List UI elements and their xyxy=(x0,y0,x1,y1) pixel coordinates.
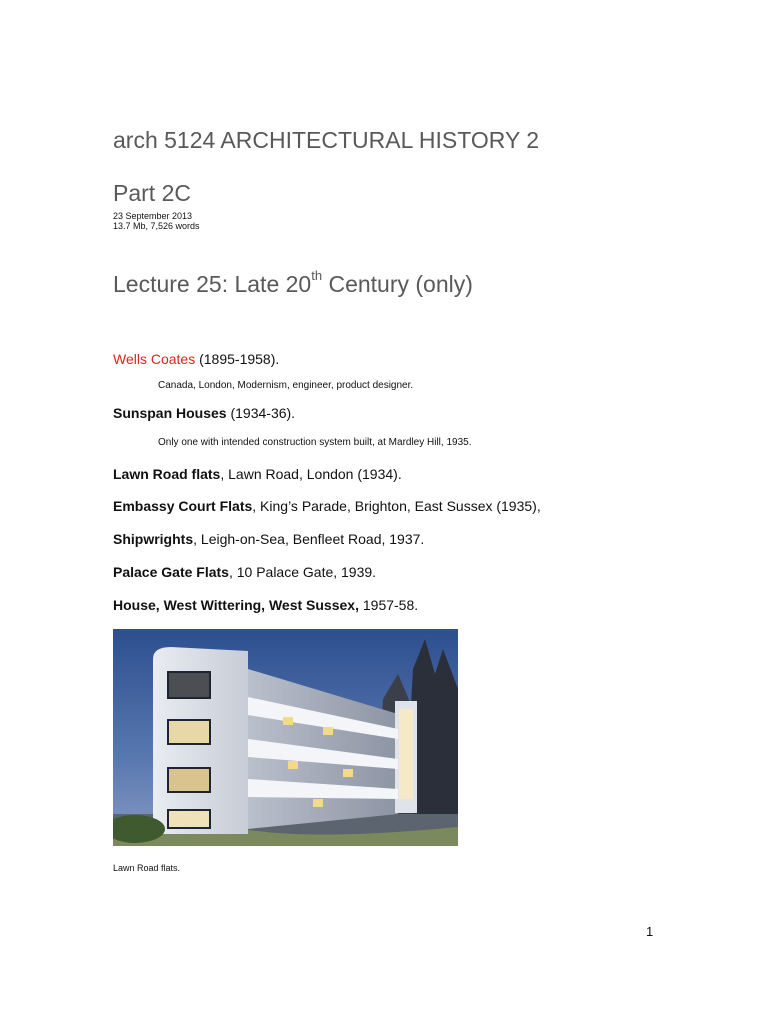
entry-name: House, West Wittering, West Sussex, xyxy=(113,597,359,613)
doc-meta xyxy=(113,211,200,231)
entry-name: Shipwrights xyxy=(113,531,194,547)
entry-detail: , Lawn Road, London (1934). xyxy=(220,466,402,482)
entry-name: Wells Coates xyxy=(113,351,196,367)
building-illustration xyxy=(113,629,458,846)
doc-date: 23 September 2013 xyxy=(113,211,193,221)
entry-detail: (1934-36). xyxy=(226,405,296,421)
entry-detail: 1957-58. xyxy=(358,597,419,613)
entry-name: Embassy Court Flats xyxy=(113,498,253,514)
figure-caption: Lawn Road flats. xyxy=(113,863,181,873)
entry-name: Palace Gate Flats xyxy=(113,564,229,580)
lecture-superscript: th xyxy=(311,268,323,284)
entry-name: Lawn Road flats xyxy=(113,466,221,482)
entry-embassy-court xyxy=(113,498,541,514)
entry-detail: , Leigh-on-Sea, Benfleet Road, 1937. xyxy=(193,531,425,547)
entry-shipwrights xyxy=(113,531,424,547)
entry-detail: , 10 Palace Gate, 1939. xyxy=(228,564,377,580)
entry-detail: , King’s Parade, Brighton, East Sussex (1935), xyxy=(252,498,541,514)
entry-west-wittering xyxy=(113,597,418,613)
entry-palace-gate xyxy=(113,564,376,580)
lecture-suffix: Century (only) xyxy=(322,271,473,297)
part-heading: Part 2C xyxy=(113,180,191,206)
entry-name: Sunspan Houses xyxy=(113,405,227,421)
building-photo xyxy=(113,629,458,846)
entry-note: Canada, London, Modernism, engineer, product designer. xyxy=(158,380,414,391)
lecture-heading xyxy=(113,268,473,298)
doc-size: 13.7 Mb, 7,526 words xyxy=(113,221,200,231)
lecture-prefix: Lecture 25: Late 20 xyxy=(113,271,312,297)
course-title: arch 5124 ARCHITECTURAL HISTORY 2 xyxy=(113,127,540,153)
entry-sunspan-houses xyxy=(113,405,295,421)
entry-note: Only one with intended construction system built, at Mardley Hill, 1935. xyxy=(158,437,472,448)
entry-wells-coates xyxy=(113,351,279,367)
entry-detail: (1895-1958). xyxy=(195,351,280,367)
page-number: 1 xyxy=(646,924,654,939)
entry-lawn-road-flats xyxy=(113,466,402,482)
